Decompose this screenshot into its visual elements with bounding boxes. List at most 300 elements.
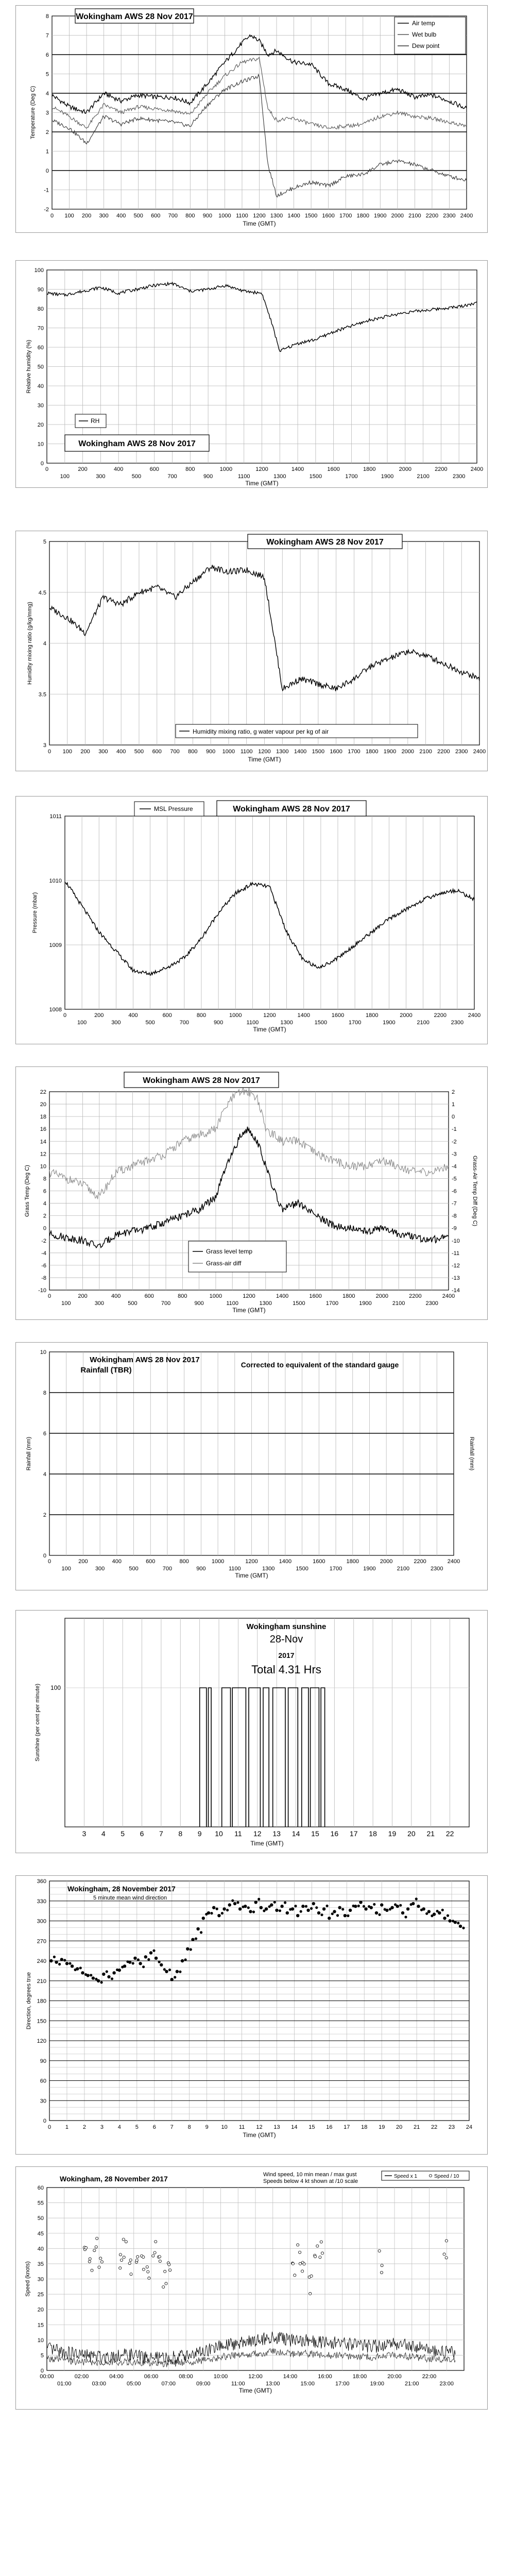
x-tick-label: 200 xyxy=(78,466,88,472)
gust-point xyxy=(309,2292,312,2295)
x-tick-label: 600 xyxy=(144,1293,154,1299)
x-axis-label: Time (GMT) xyxy=(232,1307,266,1314)
x-tick-label: 13 xyxy=(272,1829,281,1838)
wind-direction-point xyxy=(190,1948,192,1951)
y-tick-label: 240 xyxy=(37,1958,46,1964)
x-axis-label: Time (GMT) xyxy=(250,1840,284,1847)
gust-point xyxy=(120,2259,123,2261)
x-tick-label: 1100 xyxy=(226,1300,239,1307)
x-tick-label: 11:00 xyxy=(231,2381,245,2387)
x-tick-label: 700 xyxy=(162,1566,173,1572)
x-tick-label: 14 xyxy=(291,1829,300,1838)
y-tick-label: -4 xyxy=(41,1250,46,1257)
y-tick-label: 14 xyxy=(40,1139,46,1145)
wind-direction-point xyxy=(364,1907,367,1910)
x-tick-label: 2200 xyxy=(409,1293,422,1299)
wind-direction-point xyxy=(71,1964,74,1968)
y-tick-label: 270 xyxy=(37,1938,46,1945)
y-tick-label: 210 xyxy=(37,1978,46,1985)
y-tick-label: 2 xyxy=(43,1213,46,1219)
wind-direction-point xyxy=(191,1938,194,1941)
x-tick-label: 700 xyxy=(170,749,180,755)
x-tick-label: 2000 xyxy=(380,1558,393,1565)
x-tick-label: 22 xyxy=(445,1829,454,1838)
x-tick-label: 2000 xyxy=(375,1293,389,1299)
y-tick-label: 12 xyxy=(40,1151,46,1158)
x-tick-label: 200 xyxy=(94,1012,104,1019)
x-tick-label: 2300 xyxy=(455,749,468,755)
gust-point xyxy=(381,2264,383,2267)
legend-label: Air temp xyxy=(412,20,435,27)
wind-direction-point xyxy=(301,1905,304,1908)
y-tick-label: -10 xyxy=(452,1238,460,1244)
y-tick-label: 4 xyxy=(43,1200,46,1207)
x-tick-label: 300 xyxy=(98,749,108,755)
x-tick-label: 2300 xyxy=(451,1020,464,1026)
gust-point xyxy=(320,2241,322,2243)
x-tick-label: 800 xyxy=(179,1558,189,1565)
wind-direction-point xyxy=(68,1962,71,1964)
x-tick-label: 300 xyxy=(95,1566,105,1572)
x-tick-label: 1200 xyxy=(255,466,268,472)
wind-direction-point xyxy=(111,1977,113,1980)
x-tick-label: 100 xyxy=(77,1020,87,1026)
gust-point xyxy=(91,2269,93,2272)
wind-direction-point xyxy=(315,1906,318,1909)
x-tick-label: 13:00 xyxy=(265,2381,280,2387)
x-tick-label: 900 xyxy=(202,213,213,219)
x-tick-label: 20 xyxy=(396,2124,403,2130)
x-axis-label: Time (GMT) xyxy=(253,1026,286,1033)
x-tick-label: 800 xyxy=(196,1012,207,1019)
y-tick-label: 60 xyxy=(40,2078,46,2084)
x-tick-label: 200 xyxy=(78,1293,88,1299)
x-tick-label: 4 xyxy=(101,1829,106,1838)
y-tick-label: 1 xyxy=(452,1101,455,1108)
y-tick-label: 1008 xyxy=(49,1007,62,1013)
humidity-chart xyxy=(16,261,486,486)
x-tick-label: 1400 xyxy=(294,749,307,755)
gust-point xyxy=(135,2259,138,2262)
y-tick-label: 50 xyxy=(37,2215,44,2222)
chart-subtitle: 28-Nov xyxy=(269,1634,303,1645)
wind-direction-point xyxy=(181,1959,184,1962)
x-tick-label: 8 xyxy=(187,2124,191,2130)
wind-direction-point xyxy=(438,1911,441,1914)
y-tick-label: 0 xyxy=(43,1553,46,1559)
wind-direction-point xyxy=(200,1931,202,1934)
wind-direction-point xyxy=(286,1911,289,1914)
gust-point xyxy=(136,2256,139,2258)
x-tick-label: 23 xyxy=(448,2124,455,2130)
y-tick-label: 360 xyxy=(37,1878,46,1885)
x-tick-label: 5 xyxy=(121,1829,125,1838)
x-tick-label: 100 xyxy=(60,473,70,480)
x-tick-label: 07:00 xyxy=(161,2381,176,2387)
chart-title: Wokingham AWS 28 Nov 2017 xyxy=(266,537,384,547)
x-tick-label: 500 xyxy=(133,213,143,219)
x-tick-label: 1500 xyxy=(304,213,318,219)
x-tick-label: 700 xyxy=(161,1300,171,1307)
y-tick-label: -5 xyxy=(452,1176,457,1182)
x-tick-label: 1800 xyxy=(346,1558,359,1565)
x-tick-label: 300 xyxy=(96,473,106,480)
x-tick-label: 01:00 xyxy=(57,2381,72,2387)
wind-direction-point xyxy=(260,1906,263,1909)
wind-direction-point xyxy=(210,1912,213,1914)
wind-direction-point xyxy=(417,1905,420,1908)
wind-direction-point xyxy=(49,1959,53,1962)
wind-direction-point xyxy=(406,1907,409,1910)
y-tick-label: 10 xyxy=(40,1163,46,1170)
rainfall-chart xyxy=(16,1343,486,1589)
gust-point xyxy=(119,2253,122,2256)
y-tick-label: 0 xyxy=(43,2118,46,2124)
y-tick-label: 22 xyxy=(40,1089,46,1095)
x-tick-label: 22 xyxy=(431,2124,438,2130)
x-tick-label: 2200 xyxy=(425,213,439,219)
gust-point xyxy=(303,2263,305,2265)
wind-direction-point xyxy=(310,1907,313,1910)
y-tick-label: -14 xyxy=(452,1287,460,1294)
wind-direction-point xyxy=(459,1925,462,1928)
gust-point xyxy=(321,2252,323,2255)
wind-direction-point xyxy=(212,1906,215,1909)
x-tick-label: 1700 xyxy=(325,1300,339,1307)
x-tick-label: 15 xyxy=(308,2124,315,2130)
wind-direction-point xyxy=(63,1959,66,1961)
gust-point xyxy=(168,2263,170,2266)
gust-point xyxy=(128,2262,131,2265)
gust-point xyxy=(88,2260,91,2263)
x-tick-label: 12 xyxy=(253,1829,262,1838)
x-tick-label: 06:00 xyxy=(144,2374,159,2380)
gust-point xyxy=(445,2240,448,2242)
y-tick-label: 5 xyxy=(40,2352,44,2359)
y-tick-label: 0 xyxy=(45,168,49,174)
x-tick-label: 11 xyxy=(238,2124,245,2130)
x-tick-label: 1600 xyxy=(309,1293,322,1299)
y-tick-label: -2 xyxy=(452,1139,457,1145)
gust-point xyxy=(100,2261,103,2263)
gust-point xyxy=(119,2267,122,2269)
x-tick-label: 1000 xyxy=(229,1012,242,1019)
wind-direction-point xyxy=(433,1912,436,1916)
x-tick-label: 2200 xyxy=(414,1558,426,1565)
x-tick-label: 400 xyxy=(111,1293,121,1299)
gust-point xyxy=(158,2256,161,2258)
x-tick-label: 2200 xyxy=(435,466,448,472)
gust-point xyxy=(130,2273,132,2276)
x-tick-label: 13 xyxy=(273,2124,280,2130)
gust-point xyxy=(153,2251,156,2254)
wind-direction-point xyxy=(158,1961,161,1963)
y-tick-label: 4 xyxy=(43,640,46,647)
y-tick-label: 70 xyxy=(37,325,44,332)
x-tick-label: 17 xyxy=(349,1829,358,1838)
legend-label: Dew point xyxy=(412,42,440,49)
y-tick-label: 90 xyxy=(37,286,44,293)
x-tick-label: 15:00 xyxy=(300,2381,315,2387)
x-tick-label: 0 xyxy=(50,213,54,219)
y-tick-label: 4 xyxy=(43,1471,46,1478)
x-tick-label: 2400 xyxy=(460,213,473,219)
legend-label: Grass level temp xyxy=(206,1248,253,1255)
wind-direction-point xyxy=(216,1908,218,1910)
chart-subtitle: Rainfall (TBR) xyxy=(80,1366,132,1375)
x-tick-label: 900 xyxy=(205,749,216,755)
x-tick-label: 1200 xyxy=(253,213,266,219)
x-tick-label: 1900 xyxy=(381,473,394,480)
wind-direction-point xyxy=(279,1909,281,1912)
wind-direction-point xyxy=(300,1910,302,1913)
x-tick-label: 17:00 xyxy=(335,2381,350,2387)
x-tick-label: 1800 xyxy=(363,466,376,472)
x-tick-label: 400 xyxy=(116,749,126,755)
y-tick-label: 60 xyxy=(37,345,44,351)
wind-direction-point xyxy=(106,1970,108,1973)
y2-axis-label: Rainfall (mm) xyxy=(469,1436,475,1471)
x-tick-label: 1900 xyxy=(383,749,397,755)
wind-direction-point xyxy=(147,1958,150,1961)
wind-direction-point xyxy=(76,1967,79,1970)
y-tick-label: 1010 xyxy=(49,878,62,884)
x-tick-label: 1900 xyxy=(363,1566,376,1572)
gust-point xyxy=(147,2270,149,2273)
y-tick-label: -9 xyxy=(452,1225,457,1232)
wind-direction-point xyxy=(357,1905,360,1907)
x-tick-label: 500 xyxy=(129,1566,139,1572)
y-axis-label: Speed (knots) xyxy=(25,2261,31,2297)
x-tick-label: 200 xyxy=(78,1558,88,1565)
wind-direction-point xyxy=(228,1903,231,1906)
wind-direction-point xyxy=(118,1969,121,1972)
y-tick-label: 8 xyxy=(45,13,49,20)
y-tick-label: -4 xyxy=(452,1163,457,1170)
x-axis-label: Time (GMT) xyxy=(238,2387,272,2394)
gust-point xyxy=(299,2251,301,2253)
y-tick-label: 2 xyxy=(452,1089,455,1095)
wind-direction-point xyxy=(58,1963,61,1965)
x-tick-label: 800 xyxy=(188,749,198,755)
y-tick-label: 30 xyxy=(37,2276,44,2283)
x-tick-label: 2100 xyxy=(419,749,432,755)
x-axis-label: Time (GMT) xyxy=(243,2131,276,2139)
x-tick-label: 7 xyxy=(159,1829,163,1838)
wind-direction-point xyxy=(385,1909,388,1912)
temperature-chart-panel xyxy=(15,5,488,233)
x-tick-label: 2000 xyxy=(399,466,412,472)
wind-direction-point xyxy=(92,1976,95,1979)
y-tick-label: 8 xyxy=(43,1390,46,1396)
x-tick-label: 0 xyxy=(47,1558,52,1565)
wind-direction-point xyxy=(137,1958,140,1961)
x-tick-label: 1300 xyxy=(270,213,283,219)
wind-direction-point xyxy=(265,1907,268,1910)
x-tick-label: 100 xyxy=(61,1566,71,1572)
legend-swatch xyxy=(429,2174,432,2177)
chart-title: Wokingham, 28 November 2017 xyxy=(60,2175,168,2183)
sunshine-chart-panel xyxy=(15,1610,488,1853)
wind-speed-chart-panel xyxy=(15,2166,488,2410)
wind-direction-point xyxy=(320,1913,323,1916)
wind-direction-point xyxy=(165,1970,168,1973)
x-tick-label: 1600 xyxy=(313,1558,325,1565)
x-tick-label: 1500 xyxy=(296,1566,308,1572)
x-tick-label: 04:00 xyxy=(109,2374,124,2380)
wind-direction-point xyxy=(401,1911,404,1914)
y-tick-label: 100 xyxy=(50,1684,61,1691)
x-tick-label: 300 xyxy=(99,213,109,219)
x-tick-label: 08:00 xyxy=(179,2374,193,2380)
wind-direction-point xyxy=(390,1906,393,1909)
wind-direction-chart-panel xyxy=(15,1875,488,2155)
x-tick-label: 18 xyxy=(369,1829,377,1838)
wind-direction-point xyxy=(336,1914,339,1917)
legend-label: Wet bulb xyxy=(412,31,437,38)
x-tick-label: 9 xyxy=(205,2124,209,2130)
wind-direction-point xyxy=(112,1971,115,1974)
wind-direction-point xyxy=(176,1970,179,1973)
x-tick-label: 1000 xyxy=(222,749,235,755)
chart-title: Wokingham sunshine xyxy=(246,1622,327,1631)
x-tick-label: 14 xyxy=(291,2124,298,2130)
legend-label: Humidity mixing ratio, g water vapour per kg of air xyxy=(193,728,329,735)
x-tick-label: 800 xyxy=(185,466,195,472)
x-tick-label: 21:00 xyxy=(404,2381,419,2387)
wind-direction-point xyxy=(441,1909,444,1911)
y-tick-label: 2 xyxy=(45,129,49,135)
wind-direction-point xyxy=(221,1912,224,1914)
pressure-chart-panel xyxy=(15,796,488,1044)
y-tick-label: 6 xyxy=(43,1431,46,1437)
chart-title: Wokingham AWS 28 Nov 2017 xyxy=(78,439,196,448)
x-tick-label: 21 xyxy=(414,2124,420,2130)
sunshine-total: Total 4.31 Hrs xyxy=(251,1663,321,1676)
x-tick-label: 24 xyxy=(466,2124,473,2130)
gust-point xyxy=(89,2258,91,2260)
gust-point xyxy=(169,2269,171,2272)
gust-point xyxy=(378,2249,381,2252)
x-tick-label: 22:00 xyxy=(422,2374,437,2380)
x-tick-label: 1800 xyxy=(366,749,379,755)
wind-direction-point xyxy=(373,1903,375,1906)
x-tick-label: 700 xyxy=(179,1020,190,1026)
y-tick-label: 20 xyxy=(37,2307,44,2313)
x-tick-label: 400 xyxy=(112,1558,122,1565)
x-tick-label: 19 xyxy=(388,1829,397,1838)
legend-label: RH xyxy=(91,417,100,425)
y-tick-label: 150 xyxy=(37,2018,46,2025)
y-tick-label: 20 xyxy=(37,422,44,428)
wind-direction-point xyxy=(284,1901,286,1904)
gust-point xyxy=(123,2256,125,2259)
wind-direction-point xyxy=(338,1906,341,1909)
x-tick-label: 2300 xyxy=(425,1300,438,1307)
x-tick-label: 100 xyxy=(61,1300,71,1307)
wind-direction-point xyxy=(280,1905,283,1908)
x-tick-label: 1400 xyxy=(291,466,304,472)
wind-direction-point xyxy=(273,1901,276,1904)
x-tick-label: 1900 xyxy=(374,213,387,219)
x-tick-label: 14:00 xyxy=(283,2374,298,2380)
x-tick-label: 20:00 xyxy=(387,2374,402,2380)
wind-direction-point xyxy=(132,1962,134,1964)
wind-direction-point xyxy=(144,1955,147,1958)
x-tick-label: 400 xyxy=(116,213,126,219)
wind-direction-point xyxy=(328,1917,331,1920)
y-tick-label: 5 xyxy=(45,71,49,78)
x-tick-label: 09:00 xyxy=(196,2381,211,2387)
gust-point xyxy=(294,2274,296,2277)
x-tick-label: 600 xyxy=(151,213,161,219)
y-tick-label: 5 xyxy=(43,539,46,545)
x-tick-label: 23:00 xyxy=(439,2381,454,2387)
x-tick-label: 19:00 xyxy=(370,2381,385,2387)
x-tick-label: 0 xyxy=(47,749,52,755)
wind-direction-point xyxy=(380,1903,383,1906)
x-tick-label: 17 xyxy=(344,2124,350,2130)
x-tick-label: 600 xyxy=(149,466,159,472)
gust-point xyxy=(445,2257,448,2259)
wind-direction-point xyxy=(226,1909,229,1911)
wind-direction-point xyxy=(160,1963,163,1967)
wind-direction-point xyxy=(404,1916,407,1918)
wind-direction-point xyxy=(79,1967,82,1969)
wind-direction-point xyxy=(396,1905,399,1908)
wind-direction-point xyxy=(107,1975,110,1978)
x-tick-label: 700 xyxy=(168,213,178,219)
x-tick-label: 1100 xyxy=(237,473,250,480)
legend-label: Speed / 10 xyxy=(434,2174,459,2179)
x-tick-label: 1900 xyxy=(359,1300,372,1307)
x-tick-label: 2000 xyxy=(391,213,404,219)
y-tick-label: -3 xyxy=(452,1151,457,1158)
wind-direction-point xyxy=(100,1981,103,1984)
x-tick-label: 00:00 xyxy=(40,2374,54,2380)
wind-direction-point xyxy=(448,1919,451,1922)
y-tick-label: 18 xyxy=(40,1114,46,1121)
y-tick-label: 55 xyxy=(37,2200,44,2207)
wind-direction-point xyxy=(344,1914,347,1917)
x-tick-label: 1700 xyxy=(339,213,352,219)
x-tick-label: 800 xyxy=(185,213,195,219)
wind-direction-point xyxy=(349,1909,352,1912)
wind-direction-point xyxy=(90,1974,92,1976)
y-tick-label: 1009 xyxy=(49,942,62,948)
wind-direction-point xyxy=(326,1905,329,1907)
chart-title: Wokingham, 28 November 2017 xyxy=(67,1885,176,1893)
x-tick-label: 11 xyxy=(234,1829,242,1838)
x-tick-label: 2100 xyxy=(417,1020,430,1026)
x-tick-label: 1000 xyxy=(218,213,231,219)
x-tick-label: 1100 xyxy=(236,213,248,219)
x-tick-label: 16:00 xyxy=(318,2374,332,2380)
wind-direction-point xyxy=(258,1898,260,1901)
wind-direction-point xyxy=(247,1906,250,1909)
chart-title: Wokingham AWS 28 Nov 2017 xyxy=(90,1355,200,1364)
x-tick-label: 1500 xyxy=(309,473,322,480)
y-axis-label: Temperature (Deg C) xyxy=(30,86,36,140)
gust-point xyxy=(122,2238,125,2241)
mixing-ratio-chart xyxy=(16,531,486,770)
gust-point xyxy=(146,2266,148,2268)
x-tick-label: 0 xyxy=(45,466,49,472)
x-tick-label: 03:00 xyxy=(92,2381,107,2387)
x-tick-label: 1600 xyxy=(322,213,335,219)
x-tick-label: 0 xyxy=(47,2124,52,2130)
chart-note: Corrected to equivalent of the standard gauge xyxy=(241,1361,399,1369)
